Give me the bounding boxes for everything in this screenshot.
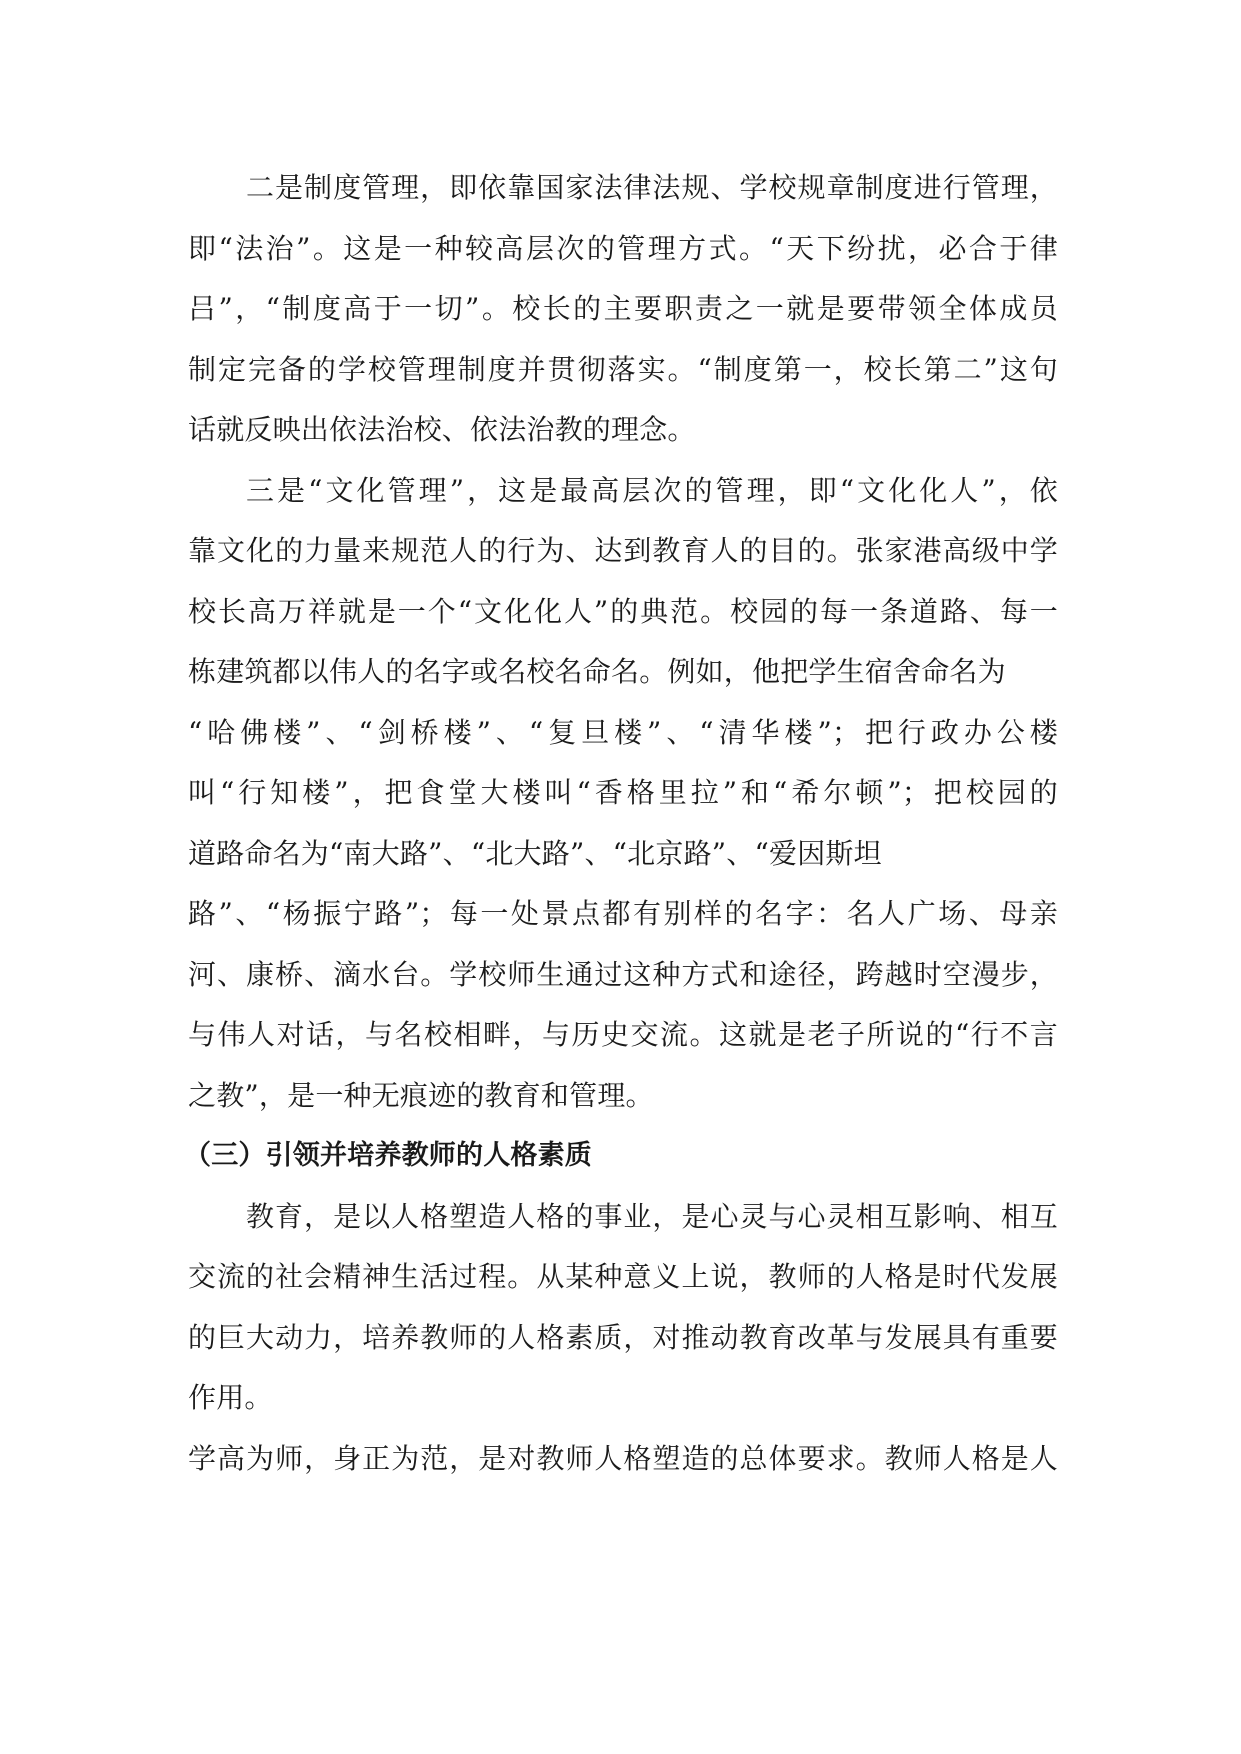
text-line: 二是制度管理，即依靠国家法律法规、学校规章制度进行管理， [246, 171, 1058, 204]
text-line: 交流的社会精神生活过程。从某种意义上说，教师的人格是时代发展 [188, 1260, 1058, 1293]
text-line: 吕”，“制度高于一切”。校长的主要职责之一就是要带领全体成员 [188, 292, 1058, 325]
text-line: 制定完备的学校管理制度并贯彻落实。“制度第一，校长第二”这句 [188, 352, 1058, 386]
paragraph-teacher-requirement [188, 1429, 1058, 1490]
section-heading: （三）引领并培养教师的人格素质 [184, 1140, 592, 1171]
text-line: 靠文化的力量来规范人的行为、达到教育人的目的。张家港高级中学 [188, 534, 1058, 567]
paragraph-teacher-personality [188, 1187, 1058, 1429]
text-line: 河、康桥、滴水台。学校师生通过这种方式和途径，跨越时空漫步， [188, 957, 1058, 991]
text-line: 栋建筑都以伟人的名字或名校名命名。例如，他把学生宿舍命名为 [188, 655, 1006, 688]
text-line: 校长高万祥就是一个“文化化人”的典范。校园的每一条道路、每一 [188, 594, 1058, 628]
text-line: 路”、“杨振宁路”；每一处景点都有别样的名字：名人广场、母亲 [188, 897, 1058, 930]
document-page [184, 158, 1058, 1489]
text-line: 教育，是以人格塑造人格的事业，是心灵与心灵相互影响、相互 [246, 1199, 1058, 1233]
text-line: 叫“行知楼”，把食堂大楼叫“香格里拉”和“希尔顿”；把校园的 [188, 776, 1058, 809]
text-line: 三是“文化管理”，这是最高层次的管理，即“文化化人”，依 [246, 473, 1058, 507]
text-line: 的巨大动力，培养教师的人格素质，对推动教育改革与发展具有重要 [188, 1320, 1058, 1354]
paragraph-system-management [188, 158, 1058, 461]
text-line: “哈佛楼”、“剑桥楼”、“复旦楼”、“清华楼”；把行政办公楼 [188, 715, 1058, 749]
text-line: 道路命名为“南大路”、“北大路”、“北京路”、“爱因斯坦 [188, 836, 882, 870]
text-line: 话就反映出依法治校、依法治教的理念。 [188, 413, 696, 446]
text-line: 之教”，是一种无痕迹的教育和管理。 [188, 1078, 654, 1112]
text-line: 作用。 [188, 1381, 273, 1414]
paragraph-culture-management [188, 461, 1058, 1127]
text-line: 学高为师，身正为范，是对教师人格塑造的总体要求。教师人格是人 [188, 1441, 1058, 1475]
text-line: 即“法治”。这是一种较高层次的管理方式。“天下纷扰，必合于律 [188, 231, 1058, 265]
text-line: 与伟人对话，与名校相畔，与历史交流。这就是老子所说的“行不言 [188, 1018, 1058, 1051]
